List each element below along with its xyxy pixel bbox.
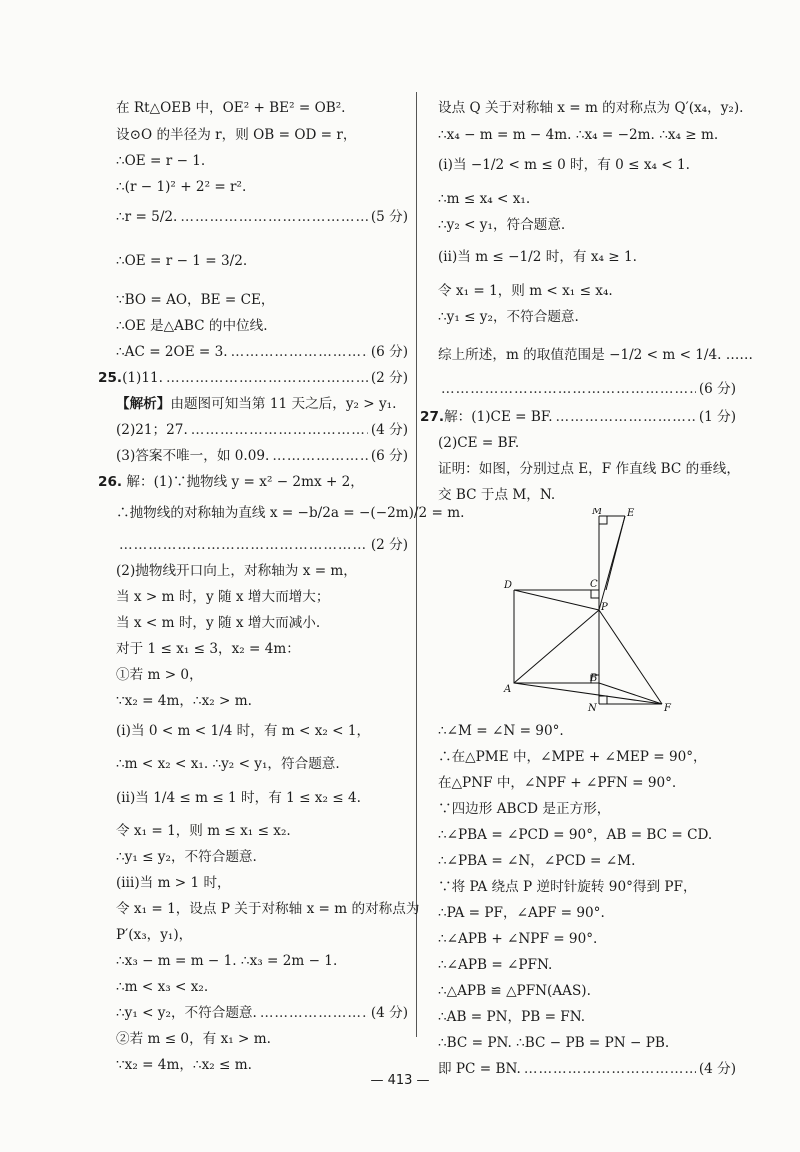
segment-af [514,683,662,704]
point-label: F [664,703,671,713]
text-line: 证明：如图，分别过点 E，F 作直线 BC 的垂线， [438,461,740,477]
score: (4 分) [370,1005,408,1021]
score: (4 分) [698,1061,736,1077]
text-line: 令 x₁ = 1，设点 P 关于对称轴 x = m 的对称点为 [116,901,420,917]
text-line: ∴y₁ ≤ y₂，不符合题意. [116,849,257,865]
score: (6 分) [370,344,408,360]
text-line: 在△PNF 中，∠NPF + ∠PFN = 90°. [438,775,677,791]
point-label: A [504,684,512,695]
text-line: ∴y₁ ≤ y₂，不符合题意. [438,309,579,325]
question-number: 25. [98,370,123,386]
text-line [116,1004,408,1022]
leader-dots [272,447,368,465]
leader-dots [180,208,367,226]
text-line: 在 Rt△OEB 中，OE² + BE² = OB². [116,100,346,116]
text-line [98,473,364,491]
text-line: ∴AB = PN，PB = FN. [438,1009,586,1025]
line-text: ∴y₁ < y₂，不符合题意. [116,1005,257,1021]
text-line: ∴∠PBA = ∠PCD = 90°，AB = BC = CD. [438,827,713,843]
score: (2 分) [370,537,408,553]
score: (2 分) [370,370,408,386]
text-line: ∴∠PBA = ∠N，∠PCD = ∠M. [438,853,636,869]
text-line: (ⅱ)当 1/4 ≤ m ≤ 1 时，有 1 ≤ x₂ ≤ 4. [116,790,361,806]
text-line [98,369,408,387]
score: (4 分) [370,422,408,438]
line-text: 由题图可知当第 11 天之后，y₂ > y₁. [170,396,397,412]
point-label: E [627,508,635,519]
text-line: ∴OE = r − 1. [116,153,206,169]
point-label: D [504,580,513,591]
segment-ap [514,610,599,683]
text-line: 综上所述，m 的取值范围是 −1/2 < m < 1/4. …… [438,347,753,363]
text-line: ∵x₂ = 4m，∴x₂ ≤ m. [116,1057,252,1073]
score: (6 分) [370,448,408,464]
text-line: ∴∠M = ∠N = 90°. [438,723,564,739]
text-line: 设⊙O 的半径为 r，则 OB = OD = r， [116,127,357,143]
segment-bf [599,683,662,704]
leader-dots [119,536,368,554]
text-line [438,380,736,398]
leader-dots [260,1004,368,1022]
point-label: C [590,579,598,590]
text-line: P′(x₃，y₁)， [116,927,193,943]
point-label: P [601,602,608,613]
text-line: ∴(r − 1)² + 2² = r². [116,179,247,195]
text-line: (ⅰ)当 −1/2 < m ≤ 0 时，有 0 ≤ x₄ < 1. [438,157,690,173]
segment-ce [606,516,625,590]
right-angle-m [599,516,607,524]
text-line: 当 x > m 时，y 随 x 增大而增大； [116,589,330,605]
line-text: (1)11. [122,370,163,386]
text-line: ∴OE 是△ABC 的中位线. [116,318,268,334]
text-line: ∴y₂ < y₁，符合题意. [438,217,566,233]
point-label: N [588,703,597,713]
page-number: — 413 — [370,1073,430,1088]
column-divider [416,92,417,1037]
question-number: 27. [420,409,445,425]
leader-dots [441,380,696,398]
text-line: ∵BO = AO，BE = CE， [116,292,275,308]
score: (1 分) [698,409,736,425]
text-line: (ⅱ)当 m ≤ −1/2 时，有 x₄ ≥ 1. [438,249,637,265]
point-label: M [592,508,603,517]
text-line: 对于 1 ≤ x₁ ≤ 3，x₂ = 4m： [116,641,300,657]
text-line: 令 x₁ = 1，则 m < x₁ ≤ x₄. [438,283,613,299]
question-number: 26. [98,474,123,490]
line-text: (3)答案不唯一，如 0.09. [116,448,270,464]
text-line [116,536,408,554]
text-line: ∴在△PME 中，∠MPE + ∠MEP = 90°， [438,749,707,765]
text-line: ∴x₃ − m = m − 1. ∴x₃ = 2m − 1. [116,953,338,969]
line-text: ∴r = 5/2. [116,209,178,225]
line-text: 解：(1)∵抛物线 y = x² − 2mx + 2， [126,474,364,490]
leader-dots [191,421,368,439]
line-text: ∴AC = 2OE = 3. [116,344,228,360]
text-line: ∴BC = PN. ∴BC − PB = PN − PB. [438,1035,670,1051]
text-line: ∴∠APB = ∠PFN. [438,957,553,973]
text-line [116,208,408,226]
point-label: B [590,673,598,684]
text-line: ∴m ≤ x₄ < x₁. [438,191,531,207]
score: (5 分) [370,209,408,225]
text-line [116,421,408,439]
line-text: (2)21；27. [116,422,188,438]
text-line: ②若 m ≤ 0，有 x₁ > m. [116,1031,271,1047]
text-line: ∵将 PA 绕点 P 逆时针旋转 90°得到 PF， [438,879,697,895]
text-line: 交 BC 于点 M，N. [438,487,556,503]
square-abcd [514,590,599,683]
right-angle-n [599,696,607,704]
text-line: (ⅲ)当 m > 1 时， [116,875,231,891]
text-line: ∵四边形 ABCD 是正方形， [438,801,611,817]
leader-dots [231,343,368,361]
segment-pf [599,610,662,704]
text-line: ∴x₄ − m = m − 4m. ∴x₄ = −2m. ∴x₄ ≥ m. [438,127,719,143]
text-line [116,395,396,413]
text-line: ∴PA = PF，∠APF = 90°. [438,905,605,921]
line-text: 解：(1)CE = BF. [444,409,553,425]
text-line: (ⅰ)当 0 < m < 1/4 时，有 m < x₂ < 1， [116,723,371,739]
analysis-tag: 【解析】 [116,396,171,412]
text-line: ∴抛物线的对称轴为直线 x = −b/2a = −(−2m)/2 = m. [116,505,465,521]
right-angle-c [591,590,599,598]
leader-dots [166,369,368,387]
text-line: ∴m < x₃ < x₂. [116,979,209,995]
text-line: ∴∠APB + ∠NPF = 90°. [438,931,598,947]
text-line [116,343,408,361]
leader-dots [556,408,696,426]
text-line: (2)抛物线开口向上，对称轴为 x = m， [116,563,357,579]
segment-dp [514,590,599,610]
text-line: (2)CE = BF. [438,435,520,451]
text-line: ∴OE = r − 1 = 3/2. [116,253,248,269]
text-line: ∵x₂ = 4m，∴x₂ > m. [116,693,252,709]
text-line [420,408,736,426]
text-line: 令 x₁ = 1，则 m ≤ x₁ ≤ x₂. [116,823,291,839]
text-line: 当 x < m 时，y 随 x 增大而减小. [116,615,321,631]
geometry-figure [498,508,738,713]
line-text: 即 PC = BN. [438,1061,521,1077]
score: (6 分) [698,381,736,397]
text-line: ∴m < x₂ < x₁. ∴y₂ < y₁，符合题意. [116,756,340,772]
text-line [116,447,408,465]
text-line: ∴△APB ≌ △PFN(AAS). [438,983,591,999]
text-line: 设点 Q 关于对称轴 x = m 的对称点为 Q′(x₄，y₂). [438,100,744,116]
text-line: ①若 m > 0， [116,667,203,683]
